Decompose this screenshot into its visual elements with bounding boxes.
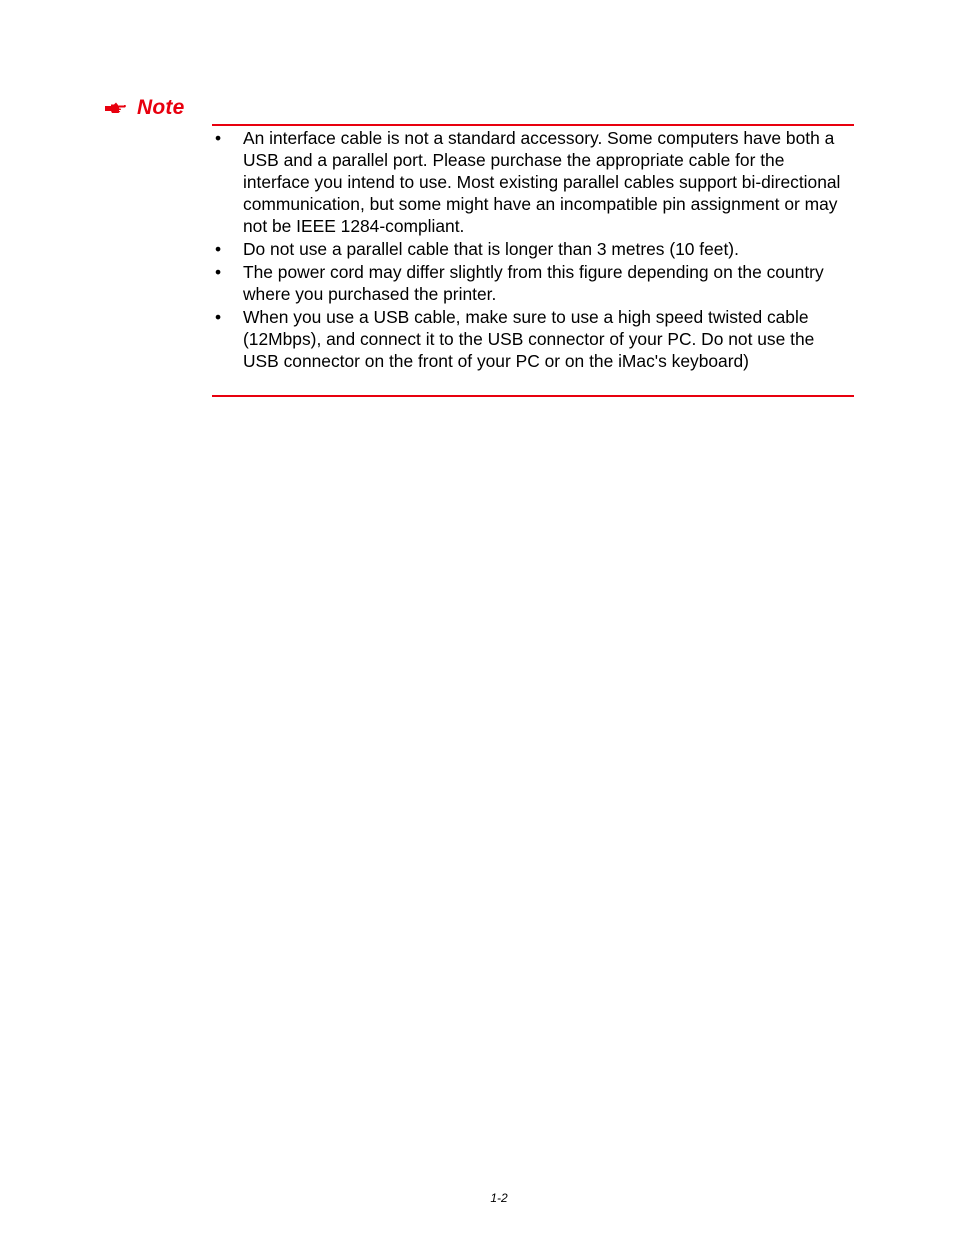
list-item bbox=[212, 306, 852, 372]
bullet-icon: • bbox=[215, 262, 222, 282]
note-list bbox=[212, 127, 852, 373]
list-item-text: An interface cable is not a standard accessory. Some computers have both a USB and a parallel port. Please purchase the appropriate cable for the interface you intend to use. Most existing parallel cables support bi-directional communication, but some might have an incompatible pin assignment or may not be IEEE 1284-compliant. bbox=[243, 128, 841, 236]
note-bottom-rule bbox=[212, 395, 854, 397]
pointing-hand-icon bbox=[104, 101, 128, 115]
list-item-text: The power cord may differ slightly from this figure depending on the country where you purchased the printer. bbox=[243, 262, 824, 304]
list-item bbox=[212, 238, 852, 260]
list-item-text: Do not use a parallel cable that is longer than 3 metres (10 feet). bbox=[243, 239, 739, 259]
bullet-icon: • bbox=[215, 307, 222, 327]
note-title: Note bbox=[137, 96, 185, 119]
bullet-icon: • bbox=[215, 239, 222, 259]
list-item bbox=[212, 261, 852, 305]
page-number: 1-2 bbox=[490, 1191, 508, 1205]
bullet-icon: • bbox=[215, 128, 222, 148]
list-item bbox=[212, 127, 852, 237]
note-heading bbox=[104, 96, 184, 120]
note-top-rule bbox=[212, 124, 854, 126]
list-item-text: When you use a USB cable, make sure to use a high speed twisted cable (12Mbps), and connect it to the USB connector of your PC. Do not use the USB connector on the front of your PC or on the iMac's keyboard) bbox=[243, 307, 815, 371]
